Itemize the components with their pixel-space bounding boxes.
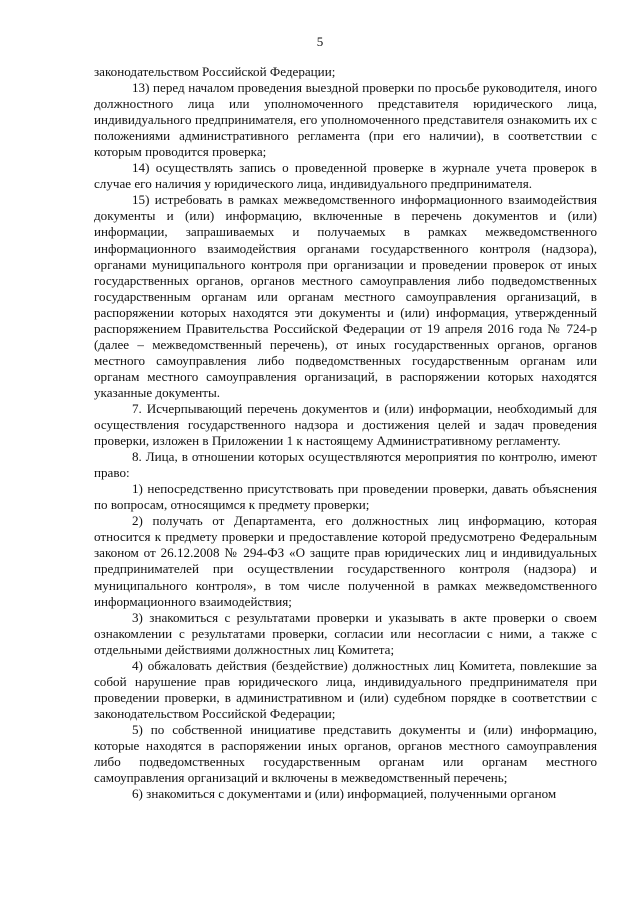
paragraph: 5) по собственной инициативе представить документы и (или) информацию, которые находятся в распоряжении иных органов, органов местного самоуправления либо подведомственных государственным органам или органам местного самоуправления организаций и включены в межведомственный перечень; <box>94 721 597 786</box>
paragraph: 7. Исчерпывающий перечень документов и (или) информации, необходимый для осуществления государственного надзора и достижения целей и задач проведения проверки, изложен в Приложении 1 к настоящему Административному регламенту. <box>94 400 597 449</box>
document-body <box>94 64 597 802</box>
paragraph: 13) перед началом проведения выездной проверки по просьбе руководителя, иного должностного лица или уполномоченного представителя юридического лица, индивидуального предпринимателя, его уполномоченного представителя ознакомить их с положениями административного регламента (при его наличии), в соответствии с которым проводится проверка; <box>94 80 597 160</box>
paragraph: 8. Лица, в отношении которых осуществляются мероприятия по контролю, имеют право: <box>94 449 597 481</box>
paragraph: 4) обжаловать действия (бездействие) должностных лиц Комитета, повлекшие за собой нарушение прав юридического лица, индивидуального предпринимателя при проведении проверки, в административном и (или) судебном порядке в соответствии с законодательством Российской Федерации; <box>94 657 597 721</box>
paragraph: 1) непосредственно присутствовать при проведении проверки, давать объяснения по вопросам, относящимся к предмету проверки; <box>94 481 597 513</box>
paragraph: 15) истребовать в рамках межведомственного информационного взаимодействия документы и (или) информацию, включенные в перечень документов и (или) информации, запрашиваемых и получаемых в рамках межведомственного информационного взаимодействия органами государственного контроля (надзора), органами муниципального контроля при организации и проведении проверок от иных государственных органов, органов местного самоуправления либо подведомственных государственным органам или органам местного самоуправления организаций, в распоряжении которых находятся эти документы и (или) информация, утвержденный распоряжением Правительства Российской Федерации от 19 апреля 2016 года № 724-р (далее – межведомственный перечень), от иных государственных органов, органов местного самоуправления либо подведомственных государственным органам или органам местного самоуправления организаций, в распоряжении которых находятся указанные документы. <box>94 192 597 400</box>
paragraph: законодательством Российской Федерации; <box>94 64 336 79</box>
page-number: 5 <box>316 34 324 49</box>
paragraph: 2) получать от Департамента, его должностных лиц информацию, которая относится к предмету проверки и предоставление которой предусмотрено Федеральным законом от 26.12.2008 № 294-ФЗ «О защите прав юридических лиц и индивидуальных предпринимателей при осуществлении государственного контроля (надзора) и муниципального контроля», в том числе полученной в рамках межведомственного информационного взаимодействия; <box>94 513 597 609</box>
paragraph: 3) знакомиться с результатами проверки и указывать в акте проверки о своем ознакомлении с результатами проверки, согласии или несогласии с ними, а также с отдельными действиями должностных лиц Комитета; <box>94 609 597 657</box>
paragraph: 14) осуществлять запись о проведенной проверке в журнале учета проверок в случае его наличия у юридического лица, индивидуального предпринимателя. <box>94 160 597 192</box>
paragraph: 6) знакомиться с документами и (или) информацией, полученными органом <box>132 786 557 802</box>
